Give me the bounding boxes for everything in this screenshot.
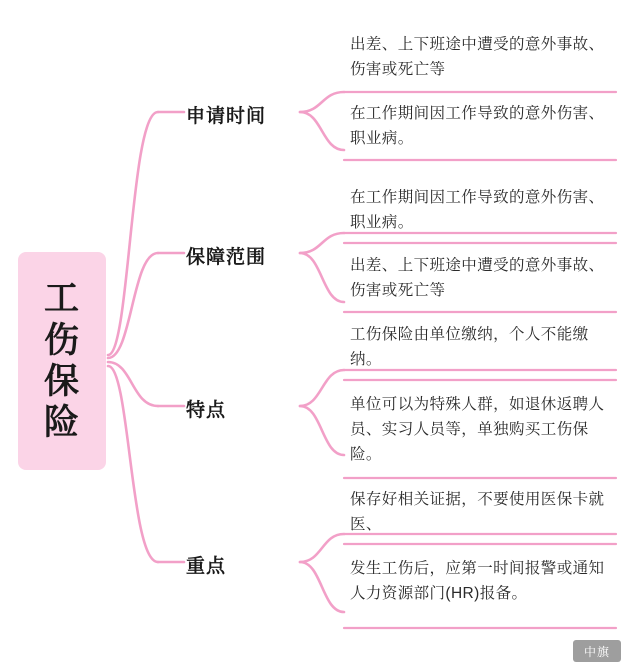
branch-label-features[interactable]: 特点 (186, 400, 227, 421)
leaf-node[interactable]: 在工作期间因工作导致的意外伤害、职业病。 (350, 189, 605, 232)
leaf-node[interactable]: 发生工伤后，应第一时间报警或通知人力资源部门(HR)报备。 (350, 560, 605, 603)
branch-label-apply-time[interactable]: 申请时间 (186, 106, 267, 127)
leaf-node[interactable]: 在工作期间因工作导致的意外伤害、职业病。 (350, 105, 605, 148)
branch-label-coverage[interactable]: 保障范围 (186, 247, 267, 268)
branch-label-key-points[interactable]: 重点 (186, 556, 227, 577)
root-node-label: 工伤保险 (43, 279, 80, 443)
leaf-node[interactable]: 出差、上下班途中遭受的意外事故、伤害或死亡等 (350, 257, 605, 300)
leaf-node[interactable]: 出差、上下班途中遭受的意外事故、伤害或死亡等 (350, 36, 605, 79)
leaf-node[interactable]: 工伤保险由单位缴纳，个人不能缴纳。 (350, 326, 589, 369)
root-node[interactable] (18, 252, 106, 470)
leaf-node[interactable]: 单位可以为特殊人群，如退休返聘人员、实习人员等，单独购买工伤保险。 (350, 396, 605, 464)
watermark: 中旗 (573, 640, 621, 662)
leaf-node[interactable]: 保存好相关证据，不要使用医保卡就医、 (350, 491, 605, 534)
